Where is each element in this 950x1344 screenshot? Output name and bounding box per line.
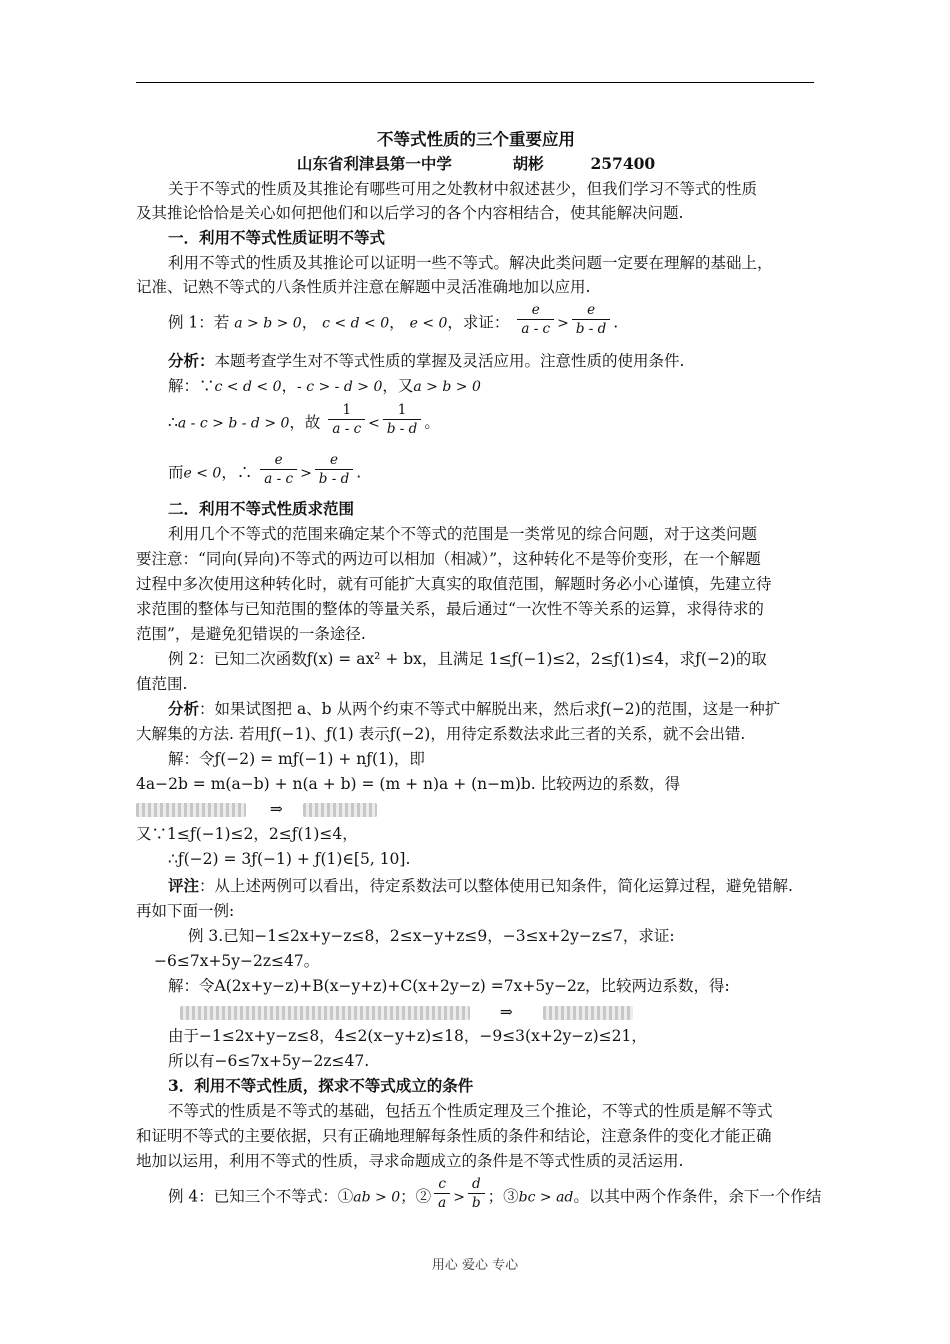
implies-arrow-2: ⇒ (499, 1003, 513, 1021)
sol2-end: 。 (424, 413, 440, 432)
example-3-line-2: −6≤7x+5y−2z≤47。 (154, 952, 320, 970)
author-line (136, 152, 816, 176)
analysis-2-line-1 (136, 697, 848, 721)
analysis-1-label: 分析： (168, 351, 215, 370)
sol2-frac-right (383, 402, 421, 437)
section-2-para-4: 求范围的整体与已知范围的整体的等量关系，最后通过“一次性不等关系的运算，求得待求的 (136, 600, 764, 618)
example-2-line-2: 值范围. (136, 675, 188, 693)
ex1-cond-3: e < 0 (409, 315, 448, 332)
example-2-line-1: 例 2：已知二次函数ƒ(x) = ax² + bx，且满足 1≤ƒ(−1)≤2，2≤ƒ(1)≤4，求ƒ(−2)的取 (168, 650, 767, 668)
author-name: 胡彬 (512, 154, 544, 173)
analysis-2-label: 分析 (168, 699, 200, 718)
ex1-label: 例 1：若 (168, 313, 230, 332)
ex4-frac-left (434, 1176, 450, 1211)
sol2-connector: ，故 (289, 413, 321, 432)
sol1-expr-b: - c > - d > 0 (297, 379, 383, 395)
sol2-therefore: ∴ (168, 413, 178, 432)
ex4-label: 例 4：已知三个不等式：① (168, 1187, 354, 1206)
analysis-2-line-2: 大解集的方法. 若用ƒ(−1)、ƒ(1) 表示ƒ(−2)，用待定系数法求此三者的关系，就不会出错. (136, 725, 746, 743)
solution-2-line-2: 4a−2b = m(a−b) + n(a + b) = (m + n)a + (n−m)b. 比较两边的系数，得 (136, 775, 681, 793)
ex1-frac-left-den: a - c (521, 321, 551, 337)
ex4-cond-3: bc > ad (518, 1189, 574, 1206)
solution-1-step-2: ∴a - c > b - d > 0，故 $\frac{1}{a - c}$ < $\frac{1}{b - d}$ 。 (168, 402, 440, 437)
sol1-expr-a: c < d < 0 (214, 379, 282, 395)
example-1: 例 1：若 a > b > 0， c < d < 0， e < 0，求证： $\frac{e}{a - c}$ > $\frac{e}{b - d}$ . (168, 302, 619, 337)
equation-system-image-4 (543, 1006, 633, 1020)
comment-label: 评注 (168, 876, 200, 895)
sol2-frac-left-den: a - c (332, 421, 362, 437)
solution-2-line-5: ∴ƒ(−2) = 3ƒ(−1) + ƒ(1)∈[5, 10]. (168, 850, 411, 868)
ex4-tail: 。以其中两个作条件，余下一个作结 (573, 1187, 822, 1206)
ex4-sep-2: ；③ (487, 1187, 519, 1206)
sol1-label: 解：∵ (168, 377, 215, 395)
solution-3-line-4: 所以有−6≤7x+5y−2z≤47. (168, 1052, 370, 1070)
sol2-frac-left (328, 402, 365, 437)
analysis-1 (136, 349, 848, 373)
sol1-connector: ，又 (382, 377, 414, 395)
sol3-expr: e < 0 (183, 465, 222, 482)
solution-1-step-1: 解：∵c < d < 0，- c > - d > 0，又a > b > 0 (168, 377, 481, 395)
ex1-frac-left-num: e (517, 302, 554, 320)
solution-3-system (136, 1000, 860, 1024)
comment-line-1 (136, 874, 848, 898)
intro-line-1: 关于不等式的性质及其推论有哪些可用之处教材中叙述甚少，但我们学习不等式的性质 (168, 180, 758, 198)
equation-system-image-3 (180, 1006, 470, 1020)
comment-text: ：从上述两例可以看出，待定系数法可以整体使用已知条件，简化运算过程，避免错解. (199, 877, 793, 895)
analysis-1-text: 本题考查学生对不等式性质的掌握及灵活应用。注意性质的使用条件. (214, 352, 685, 370)
author-zip: 257400 (590, 154, 656, 173)
ex1-frac-left (517, 302, 554, 337)
page-footer: 用心 爱心 专心 (431, 1258, 519, 1273)
section-3-para-1: 不等式的性质是不等式的基础，包括五个性质定理及三个推论，不等式的性质是解不等式 (168, 1102, 773, 1120)
ex4-frac-right-den: b (471, 1195, 481, 1211)
solution-2-line-4: 又∵1≤ƒ(−1)≤2，2≤ƒ(1)≤4， (136, 825, 358, 843)
section-2-heading: 二．利用不等式性质求范围 (168, 499, 355, 518)
example-4: 例 4：已知三个不等式：①ab > 0；② $\frac{c}{a}$ > $\frac{d}{b}$ ；③bc > ad。以其中两个作条件，余下一个作结 (168, 1176, 822, 1211)
comment-line-2: 再如下面一例: (136, 902, 235, 920)
section-3-para-3: 地加以运用，利用不等式的性质，寻求命题成立的条件是不等式性质的灵活运用. (136, 1152, 684, 1170)
ex1-frac-right-den: b - d (575, 321, 607, 337)
ex4-sep-1: ；② (400, 1187, 432, 1206)
sol2-frac-right-num: 1 (383, 402, 421, 420)
sol3-frac-left-den: a - c (264, 471, 294, 487)
implies-arrow: ⇒ (269, 800, 283, 818)
ex4-frac-left-den: a (438, 1195, 447, 1211)
sol3-frac-right-num: e (315, 452, 353, 470)
sol3-frac-left-num: e (260, 452, 297, 470)
analysis-2-text: ：如果试图把 a、b 从两个约束不等式中解脱出来，然后求ƒ(−2)的范围，这是一种扩 (199, 700, 781, 718)
solution-1-step-3: 而e < 0，∴ $\frac{e}{a - c}$ > $\frac{e}{b - d}$ . (168, 452, 362, 487)
ex4-frac-right-num: d (468, 1176, 485, 1194)
sol1-expr-d: a > b > 0 (413, 379, 481, 395)
section-2-para-1: 利用几个不等式的范围来确定某个不等式的范围是一类常见的综合问题，对于这类问题 (168, 525, 758, 543)
solution-2-system (136, 797, 816, 821)
sol2-frac-right-den: b - d (386, 421, 418, 437)
ex4-frac-left-num: c (434, 1176, 450, 1194)
solution-3-line-1: 解：令A(2x+y−z)+B(x−y+z)+C(x+2y−z) =7x+5y−2z，比较两边系数，得: (168, 977, 730, 995)
ex4-frac-right (468, 1176, 485, 1211)
doc-title: 不等式性质的三个重要应用 (377, 130, 575, 149)
ex1-frac-right (572, 302, 610, 337)
sol2-expr: a - c > b - d > 0 (177, 415, 290, 432)
section-2-para-3: 过程中多次使用这种转化时，就有可能扩大真实的取值范围，解题时务必小心谨慎，先建立待 (136, 575, 772, 593)
equation-system-image-2 (303, 803, 377, 817)
sol3-frac-right (315, 452, 353, 487)
section-3-para-2: 和证明不等式的主要依据，只有正确地理解每条性质的条件和结论，注意条件的变化才能正确 (136, 1127, 772, 1145)
ex1-frac-right-num: e (572, 302, 610, 320)
example-3-line-1: 例 3.已知−1≤2x+y−z≤8，2≤x−y+z≤9，−3≤x+2y−z≤7，求证: (188, 927, 675, 945)
section-1-para-1: 利用不等式的性质及其推论可以证明一些不等式。解决此类问题一定要在理解的基础上， (168, 254, 773, 272)
equation-system-image-1 (136, 803, 246, 817)
section-1-heading: 一．利用不等式性质证明不等式 (168, 228, 386, 247)
sol3-prefix: 而 (168, 463, 184, 482)
ex1-cond-1: a > b > 0 (234, 315, 302, 332)
ex1-cond-2: c < d < 0 (322, 315, 390, 332)
ex1-prove: ，求证： (447, 313, 510, 332)
header-rule (136, 82, 814, 83)
intro-line-2: 及其推论恰恰是关心如何把他们和以后学习的各个内容相结合，使其能解决问题. (136, 204, 684, 222)
section-2-para-5: 范围”，是避免犯错误的一条途径. (136, 625, 366, 643)
author-school: 山东省利津县第一中学 (296, 154, 452, 173)
sol2-frac-left-num: 1 (328, 402, 365, 420)
solution-3-line-3: 由于−1≤2x+y−z≤8，4≤2(x−y+z)≤18，−9≤3(x+2y−z)≤21， (168, 1027, 647, 1045)
section-3-heading: 3．利用不等式性质，探求不等式成立的条件 (168, 1076, 474, 1095)
solution-2-line-1: 解：令ƒ(−2) = mƒ(−1) + nƒ(1)，即 (168, 750, 425, 768)
section-1-para-2: 记准、记熟不等式的八条性质并注意在解题中灵活准确地加以应用. (136, 278, 591, 296)
sol3-frac-left (260, 452, 297, 487)
sol3-frac-right-den: b - d (318, 471, 350, 487)
ex4-cond-1: ab > 0 (353, 1189, 401, 1206)
sol3-therefore: ，∴ (221, 463, 253, 482)
section-2-para-2: 要注意：“同向(异向)不等式的两边可以相加（相减）”，这种转化不是等价变形，在一个解题 (136, 550, 761, 568)
